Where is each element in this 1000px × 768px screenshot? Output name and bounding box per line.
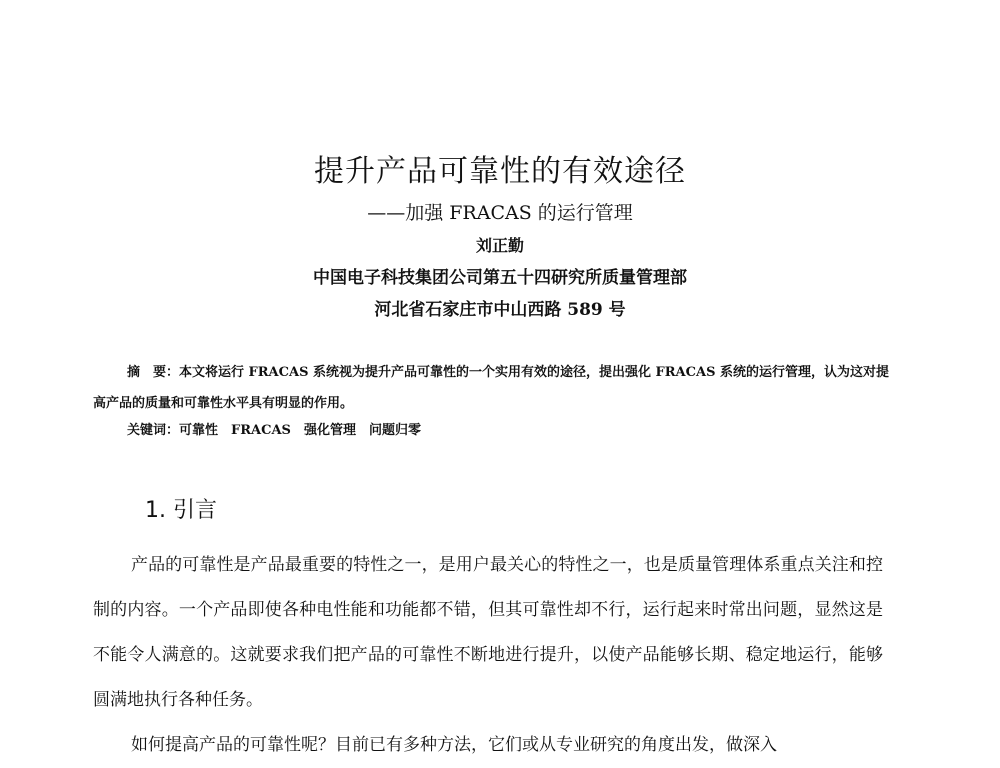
body-paragraph: 如何提高产品的可靠性呢？目前已有多种方法，它们或从专业研究的角度出发，做深入 — [131, 735, 777, 755]
author-name: 刘正勤 — [475, 236, 524, 255]
section-heading: 1. 引言 — [145, 498, 217, 523]
body-paragraph: 产品的可靠性是产品最重要的特性之一，是用户最关心的特性之一，也是质量管理体系重点关注和控制的内容。一个产品即使各种电性能和功能都不错，但其可靠性却不行，运行起来时常出问题，显然这是不能令人满意的。这就要求我们把产品的可靠性不断地进行提升，以使产品能够长期、稳定地运行，能够圆满地执行各种任务。 — [93, 555, 883, 710]
paper-title: 提升产品可靠性的有效途径 — [314, 154, 686, 189]
abstract-paragraph: 摘 要：本文将运行 FRACAS 系统视为提升产品可靠性的一个实用有效的途径，提出强化 FRACAS 系统的运行管理，认为这对提高产品的质量和可靠性水平具有明显的作用。 — [93, 365, 889, 411]
keywords-line: 关键词：可靠性 FRACAS 强化管理 问题归零 — [127, 423, 421, 438]
author-address: 河北省石家庄市中山西路 589 号 — [374, 300, 626, 320]
paper-subtitle: ——加强 FRACAS 的运行管理 — [367, 202, 633, 224]
author-affiliation: 中国电子科技集团公司第五十四研究所质量管理部 — [313, 268, 687, 288]
